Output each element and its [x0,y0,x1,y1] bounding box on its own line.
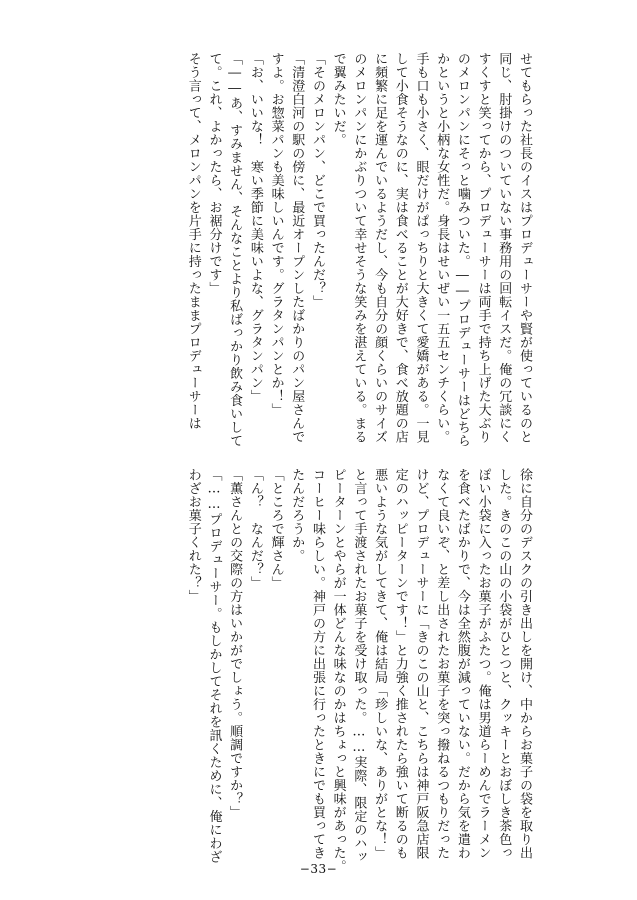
text-line: 「お、いいな！ 寒い季節に美味いよな、グラタンパン」 [247,52,263,403]
text-line: 手も口も小さく、眼だけがぱっちりと大きくて愛嬌がある。一見 [413,52,429,444]
text-line: なくて良いぞ、と差し出されたお菓子を突っ撥ねるつもりだった [434,468,450,860]
text-line: ピーターンとやらが一体どんな味なのかはちょっと興味があった。 [330,468,346,873]
text-line: 徐に自分のデスクの引き出しを開け、中からお菓子の袋を取り出 [517,468,532,860]
text-line: で翼みたいだ。 [330,52,346,147]
text-line: コーヒー味らしい。神戸の方に出張に行ったときにでも買ってき [309,468,325,860]
text-line: かというと小柄な女性だ。身長はせいぜい一五五センチくらい。 [434,52,450,444]
text-line: たんだろうか。 [289,468,305,563]
text-block-upper [69,52,534,448]
text-line: 「薫さんとの交際の方はいかがでしょう。順調ですか？」 [227,468,243,819]
text-line: ぽい小袋に入ったお菓子がふたつ。俺は男道らーめんでラーメン [475,468,491,860]
text-line: けど、プロデューサーに「きのこの山と、こちらは神戸阪急店限 [413,468,429,860]
text-line: 「――あ、すみません、そんなことより私ばっかり飲み食いして [227,52,243,448]
text-line: 「……プロデューサー。もしかしてそれを訊くために、俺にわざ [206,468,222,864]
text-line: 「清澄白河の駅の傍に、最近オープンしたばかりのパン屋さんで [289,52,305,444]
text-line: を食べたばかりで、今は全然腹が減っていない。だから気を遣わ [454,468,470,860]
text-line: 定のハッピーターンです！」と力強く推されたら強いて断るのも [392,468,408,860]
text-line: そう言って、メロンパンを片手に持ったままプロデューサーは [185,52,201,430]
text-line: に頻繁に足を運んでいるようだし、今も自分の顔くらいのサイズ [372,52,388,444]
text-line: と言って手渡されたお菓子を受け取った。……実際、限定のハッ [351,468,367,864]
text-line: 同じ、肘掛けのついていない事務用の回転イスだ。俺の冗談にく [496,52,512,444]
text-line: 「そのメロンパン、どこで買ったんだ？」 [309,52,325,309]
text-line: せてもらった社長のイスはプロデューサーや賢が使っているのと [517,52,532,444]
text-line: 悪いような気がしてきて、俺は結局「珍しいな、ありがとな！」 [372,468,388,860]
text-line: して小食そうなのに、実は食べることが大好きで、食べ放題の店 [392,52,408,444]
text-line: 「ところで輝さん」 [268,468,284,590]
page-number: −33− [299,862,338,876]
text-line: のメロンパンにかぶりついて幸せそうな笑みを湛えている。まる [351,52,367,444]
text-line: わざお菓子くれた？」 [185,468,201,603]
text-line: のメロンパンにそっと噛みついた。――プロデューサーはどちら [454,52,470,448]
text-line: した。きのこの山の小袋がひとつと、クッキーとおぼしき茶色っ [496,468,512,860]
text-line: すよ。お惣菜パンも美味しいんです。グラタンパンとか！」 [268,52,284,417]
text-line: 「ん？ なんだ？」 [247,468,263,590]
text-line: て。これ、よかったら、お裾分けです」 [206,52,222,295]
text-line: すくすと笑ってから、プロデューサーは両手で持ち上げた大ぶり [475,52,491,444]
